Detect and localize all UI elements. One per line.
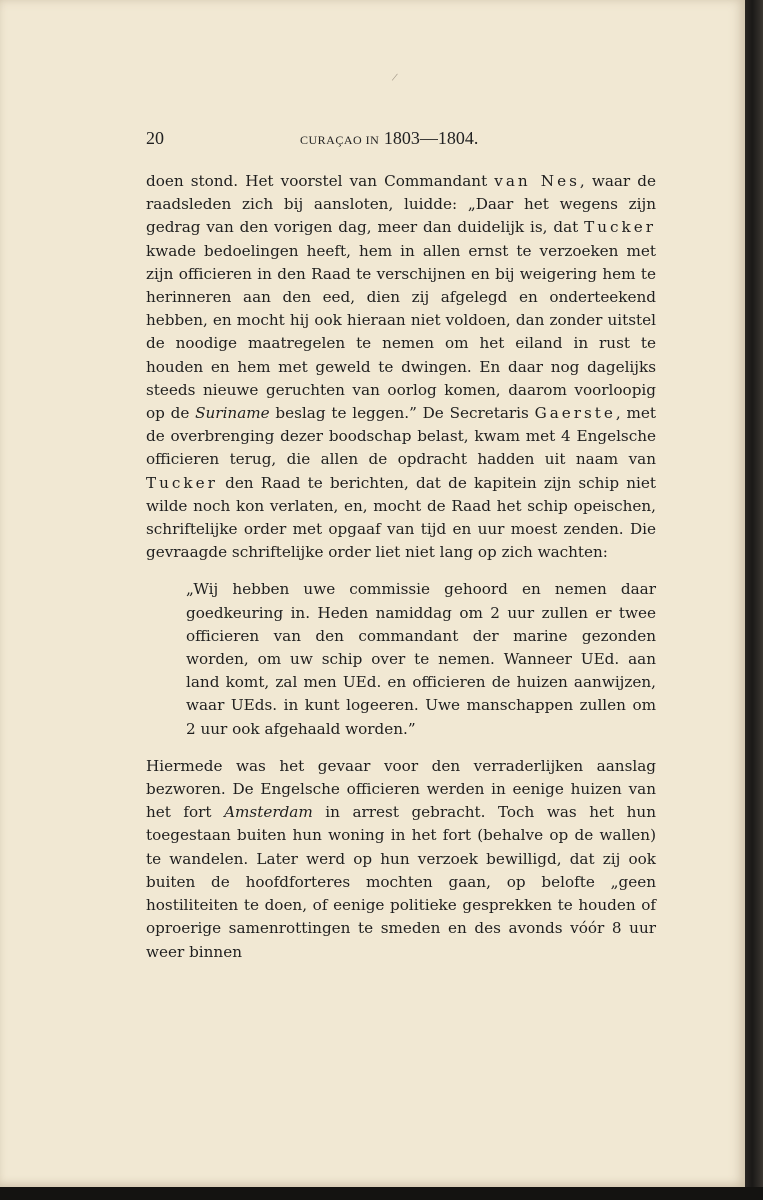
paragraph-1-text-f: den Raad te berichten, dat de kapitein zijn schip niet wilde noch kon verlaten, en, mocht de Raad het schip opeischen, schriftelijke order met opgaaf van tijd en uur moest zenden. Die gevraagde schriftelijke order liet niet lang op zich wachten: <box>146 473 656 562</box>
paragraph-2-text-a: Hiermede was het gevaar voor den verraderlijken aanslag bezworen. De Engelsche officieren werden in eenige huizen van het fort <box>146 756 656 822</box>
paragraph-1-text-b: , waar de raadsleden zich bij aansloten, luidde: „Daar het wegens zijn gedrag van den vorigen dag, meer dan duidelijk is, dat <box>146 172 656 237</box>
scan-edge-right <box>745 0 763 1200</box>
paragraph-1-text-d: beslag te leggen.” De Secretaris <box>269 404 535 423</box>
running-head-title: CURAÇAO IN <box>300 133 380 147</box>
paragraph-1-text-c: kwade bedoelingen heeft, hem in allen ernst te verzoeken met zijn officieren in den Raad te verschijnen en bij weigering hem te herinneren aan den eed, dien zij afgelegd en onderteekend hebben, en mocht hij ook hieraan niet voldoen, dan zonder uitstel de noodige maatregelen te nemen om het eiland in rust te houden en hem met geweld te dwingen. En daar nog dagelijks steeds nieuwe geruchten van oorlog komen, daarom voorloopig op de <box>146 241 656 423</box>
body-text <box>146 170 656 964</box>
paragraph-1 <box>146 170 656 564</box>
block-quote: „Wij hebben uwe commissie gehoord en nemen daar goedkeuring in. Heden namiddag om 2 uur zullen er twee officieren van den commandant der marine gezonden worden, om uw schip over te nemen. Wanneer UEd. aan land komt, zal men UEd. en officieren de huizen aanwijzen, waar UEds. in kunt logeeren. Uwe manschappen zullen om 2 uur ook afgehaald worden.” <box>186 580 656 738</box>
stray-pencil-mark: / <box>390 69 399 85</box>
paragraph-1-text-a: doen stond. Het voorstel van Commandant <box>146 172 495 190</box>
name-tucker: Tucker <box>584 218 656 237</box>
fort-name-amsterdam: Amsterdam <box>224 803 313 822</box>
page-header <box>146 128 656 152</box>
page-number: 20 <box>146 128 164 148</box>
name-tucker-2: Tucker <box>146 473 218 492</box>
scan-edge-bottom <box>0 1187 763 1200</box>
running-head <box>300 128 478 149</box>
name-van-nes: van Nes <box>494 172 580 190</box>
paragraph-1-text-e: , met de overbrenging dezer boodschap belast, kwam met 4 Engelsche officieren terug, die allen de opdracht hadden uit naam van <box>146 404 656 469</box>
name-gaerste: Gaerste <box>534 404 616 423</box>
paragraph-2-text-b: in arrest gebracht. Toch was het hun toegestaan buiten hun woning in het fort (behalve op de wallen) te wandelen. Later werd op hun verzoek bewilligd, dat zij ook buiten de hoofdforteres mochten gaan, op belofte „geen hostiliteiten te doen, of eenige politieke gesprekken te houden of oproerige samenrottingen te smeden en des avonds vóór 8 uur weer binnen <box>146 803 656 961</box>
paragraph-2 <box>146 755 656 964</box>
ship-name-suriname: Suriname <box>195 404 270 423</box>
running-head-years: 1803—1804. <box>383 128 479 148</box>
